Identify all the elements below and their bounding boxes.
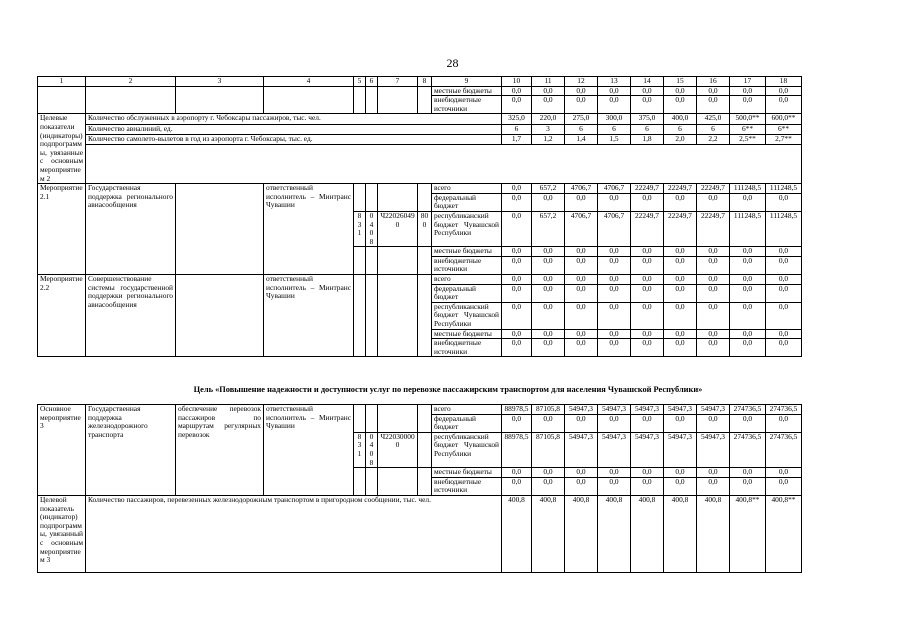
value-cell: 6	[697, 124, 730, 134]
goal-heading: Цель «Повышение надежности и доступности услуг по перевозке пассажирским транспортом для населения Чувашской Республики»	[193, 385, 703, 394]
value-cell: 0,0	[766, 477, 802, 495]
value-cell: 300,0	[598, 114, 631, 124]
value-cell: 0,0	[664, 86, 697, 96]
column-number: 17	[730, 77, 766, 87]
value-cell: 22249,7	[697, 184, 730, 194]
value-cell: 111248,5	[766, 184, 802, 194]
value-cell: 375,0	[631, 114, 664, 124]
value-cell: 0,0	[532, 302, 565, 329]
table-row	[38, 495, 802, 572]
value-cell: 0,0	[532, 477, 565, 495]
value-cell: 0,0	[766, 468, 802, 478]
value-cell: 0,0	[664, 96, 697, 114]
table-cell	[418, 432, 432, 467]
column-number: 6	[366, 77, 378, 87]
value-cell: 0,0	[697, 86, 730, 96]
table-cell	[418, 405, 432, 433]
code-csr: Ч220260490	[378, 211, 418, 246]
value-cell: 0,0	[565, 302, 598, 329]
value-cell: 0,0	[766, 275, 802, 285]
indicators-label: Целевые показатели (индикаторы) подпрограммы, увязанные с основным мероприятием 2	[38, 114, 86, 184]
table-row	[38, 145, 802, 184]
table-cell	[418, 468, 432, 496]
column-number: 10	[502, 77, 532, 87]
value-cell: 0,0	[598, 477, 631, 495]
value-cell: 400,8	[532, 495, 565, 572]
table-cell	[38, 86, 86, 114]
page-number: 28	[446, 56, 459, 70]
funding-source: всего	[432, 275, 502, 285]
value-cell: 22249,7	[664, 211, 697, 246]
funding-source: федеральный бюджет	[432, 284, 502, 302]
value-cell: 0,0	[502, 339, 532, 357]
value-cell: 0,0	[766, 284, 802, 302]
column-number: 9	[432, 77, 502, 87]
indicator-text: Количество авиалиний, ед.	[86, 124, 502, 134]
indicator-text: Количество самолето-вылетов в год из аэропорта г. Чебоксары, тыс. ед.	[86, 134, 502, 144]
value-cell: 111248,5	[730, 184, 766, 194]
table-cell	[354, 184, 366, 212]
value-cell: 6	[631, 124, 664, 134]
value-cell: 400,8	[565, 495, 598, 572]
main-measure-task: обеспечение перевозок пассажиров по маршрутам регулярных перевозок	[176, 405, 264, 496]
value-cell: 0,0	[697, 193, 730, 211]
value-cell: 275,0	[565, 114, 598, 124]
value-cell: 0,0	[730, 96, 766, 114]
value-cell: 22249,7	[631, 184, 664, 194]
value-cell: 0,0	[664, 275, 697, 285]
value-cell: 0,0	[766, 339, 802, 357]
value-cell: 0,0	[631, 329, 664, 339]
table-row	[38, 124, 802, 134]
funding-source: местные бюджеты	[432, 247, 502, 257]
value-cell: 1,4	[565, 134, 598, 144]
value-cell: 22249,7	[697, 211, 730, 246]
value-cell: 657,2	[532, 184, 565, 194]
table-cell	[366, 405, 378, 433]
value-cell: 0,0	[697, 96, 730, 114]
table-cell	[354, 468, 366, 496]
table-cell	[378, 405, 418, 433]
value-cell: 0,0	[502, 275, 532, 285]
main-measure-executor: ответственный исполнитель – Минтранс Чувашии	[264, 405, 354, 496]
column-number: 3	[176, 77, 264, 87]
funding-source: внебюджетные источники	[432, 256, 502, 274]
table-cell	[378, 468, 418, 496]
value-cell: 0,0	[766, 256, 802, 274]
main-measure-label: Основное мероприятие 3	[38, 405, 86, 496]
value-cell: 274736,5	[730, 432, 766, 467]
value-cell: 54947,3	[598, 405, 631, 415]
value-cell: 54947,3	[565, 405, 598, 415]
value-cell: 22249,7	[664, 184, 697, 194]
value-cell: 400,8**	[730, 495, 766, 572]
value-cell: 0,0	[730, 468, 766, 478]
value-cell: 0,0	[730, 329, 766, 339]
funding-source: республиканский бюджет Чувашской Республики	[432, 211, 502, 246]
value-cell: 0,0	[598, 302, 631, 329]
value-cell: 0,0	[631, 256, 664, 274]
code-rz: 04 08	[366, 432, 378, 467]
table-cell	[176, 86, 264, 114]
value-cell: 400,8	[697, 495, 730, 572]
table-cell	[418, 86, 432, 114]
value-cell: 0,0	[502, 86, 532, 96]
value-cell: 0,0	[502, 193, 532, 211]
funding-source: всего	[432, 184, 502, 194]
main-measure-name: Государственная поддержка железнодорожного транспорта	[86, 405, 176, 496]
value-cell: 0,0	[532, 96, 565, 114]
value-cell: 0,0	[664, 247, 697, 257]
measure-name: Государственная поддержка регионального авиасообщения	[86, 184, 176, 275]
value-cell: 0,0	[502, 414, 532, 432]
value-cell: 0,0	[565, 468, 598, 478]
value-cell: 111248,5	[730, 211, 766, 246]
column-number: 14	[631, 77, 664, 87]
value-cell: 0,0	[502, 477, 532, 495]
funding-source: федеральный бюджет	[432, 193, 502, 211]
code-grbs: 831	[354, 432, 366, 467]
value-cell: 0,0	[565, 275, 598, 285]
value-cell: 220,0	[532, 114, 565, 124]
column-number: 16	[697, 77, 730, 87]
table-row	[38, 134, 802, 144]
value-cell: 425,0	[697, 114, 730, 124]
value-cell: 54947,3	[598, 432, 631, 467]
funding-source: внебюджетные источники	[432, 477, 502, 495]
value-cell: 400,8**	[766, 495, 802, 572]
value-cell: 0,0	[664, 256, 697, 274]
table-cell	[176, 184, 264, 275]
value-cell: 0,0	[532, 256, 565, 274]
value-cell: 0,0	[697, 339, 730, 357]
value-cell: 0,0	[502, 302, 532, 329]
funding-source: республиканский бюджет Чувашской Республики	[432, 302, 502, 329]
table-cell	[378, 184, 418, 212]
funding-source: местные бюджеты	[432, 86, 502, 96]
value-cell: 0,0	[697, 275, 730, 285]
value-cell: 400,8	[631, 495, 664, 572]
value-cell: 0,0	[766, 86, 802, 96]
value-cell: 54947,3	[631, 432, 664, 467]
column-number: 13	[598, 77, 631, 87]
value-cell: 54947,3	[565, 432, 598, 467]
value-cell: 4706,7	[565, 184, 598, 194]
table-cell	[366, 86, 378, 114]
value-cell: 0,0	[697, 247, 730, 257]
value-cell: 0,0	[631, 339, 664, 357]
value-cell: 0,0	[697, 414, 730, 432]
value-cell: 1,2	[532, 134, 565, 144]
value-cell: 0,0	[664, 193, 697, 211]
code-rz: 04 08	[366, 211, 378, 246]
value-cell: 54947,3	[631, 405, 664, 415]
column-number: 1	[38, 77, 86, 87]
value-cell: 1,5	[598, 134, 631, 144]
measure-label: Мероприятие 2.1	[38, 184, 86, 275]
value-cell: 4706,7	[598, 184, 631, 194]
value-cell: 0,0	[598, 275, 631, 285]
column-number: 11	[532, 77, 565, 87]
value-cell: 0,0	[766, 302, 802, 329]
value-cell: 0,0	[598, 247, 631, 257]
value-cell: 0,0	[631, 284, 664, 302]
funding-source: внебюджетные источники	[432, 339, 502, 357]
value-cell: 54947,3	[697, 432, 730, 467]
measure-name: Совершенствование системы государственной поддержки регионального авиасообщения	[86, 275, 176, 357]
table-cell	[176, 275, 264, 357]
value-cell: 0,0	[502, 184, 532, 194]
code-grbs: 831	[354, 211, 366, 246]
value-cell: 0,0	[598, 284, 631, 302]
value-cell: 400,8	[664, 495, 697, 572]
value-cell: 0,0	[631, 414, 664, 432]
value-cell: 0,0	[730, 302, 766, 329]
value-cell: 2,0	[664, 134, 697, 144]
value-cell: 0,0	[532, 414, 565, 432]
value-cell: 1,7	[502, 134, 532, 144]
value-cell: 0,0	[565, 339, 598, 357]
value-cell: 0,0	[532, 275, 565, 285]
value-cell: 0,0	[565, 414, 598, 432]
value-cell: 0,0	[664, 339, 697, 357]
value-cell: 54947,3	[664, 432, 697, 467]
table-cell	[354, 275, 366, 357]
value-cell: 0,0	[502, 329, 532, 339]
value-cell: 0,0	[631, 302, 664, 329]
value-cell: 0,0	[697, 302, 730, 329]
value-cell: 0,0	[664, 414, 697, 432]
value-cell: 0,0	[532, 329, 565, 339]
value-cell: 0,0	[502, 256, 532, 274]
value-cell: 0,0	[631, 193, 664, 211]
value-cell: 4706,7	[598, 211, 631, 246]
value-cell: 0,0	[730, 284, 766, 302]
value-cell: 0,0	[631, 477, 664, 495]
table-cell	[366, 184, 378, 212]
indicator-label: Целевой показатель (индикатор) подпрограммы, увязанный с основным мероприятием 3	[38, 495, 86, 572]
table-cell	[354, 86, 366, 114]
value-cell: 0,0	[598, 468, 631, 478]
value-cell: 0,0	[502, 211, 532, 246]
value-cell: 88978,5	[502, 432, 532, 467]
value-cell: 2,2	[697, 134, 730, 144]
value-cell: 0,0	[697, 256, 730, 274]
value-cell: 0,0	[766, 96, 802, 114]
value-cell: 2,7**	[766, 134, 802, 144]
value-cell: 0,0	[502, 96, 532, 114]
value-cell: 0,0	[664, 302, 697, 329]
table-cell	[418, 275, 432, 357]
value-cell: 6	[664, 124, 697, 134]
code-csr: Ч220300000	[378, 432, 418, 467]
value-cell: 0,0	[697, 477, 730, 495]
table-cell	[264, 86, 354, 114]
value-cell: 274736,5	[766, 432, 802, 467]
table-row	[38, 184, 802, 194]
value-cell: 0,0	[502, 247, 532, 257]
table-cell	[418, 247, 432, 275]
funding-source: республиканский бюджет Чувашской Республики	[432, 432, 502, 467]
table-cell	[86, 145, 802, 184]
value-cell: 0,0	[730, 256, 766, 274]
value-cell: 0,0	[565, 86, 598, 96]
value-cell: 0,0	[631, 96, 664, 114]
measure-executor: ответственный исполнитель – Минтранс Чувашии	[264, 275, 354, 357]
value-cell: 0,0	[631, 86, 664, 96]
table-row	[38, 405, 802, 415]
funding-source: местные бюджеты	[432, 468, 502, 478]
value-cell: 0,0	[697, 284, 730, 302]
table-cell	[378, 86, 418, 114]
table-cell	[366, 247, 378, 275]
funding-source: федеральный бюджет	[432, 414, 502, 432]
value-cell: 0,0	[730, 275, 766, 285]
funding-source: местные бюджеты	[432, 329, 502, 339]
value-cell: 6**	[766, 124, 802, 134]
value-cell: 0,0	[766, 247, 802, 257]
value-cell: 0,0	[598, 329, 631, 339]
value-cell: 0,0	[598, 256, 631, 274]
value-cell: 0,0	[664, 477, 697, 495]
value-cell: 6	[565, 124, 598, 134]
value-cell: 657,2	[532, 211, 565, 246]
value-cell: 0,0	[532, 247, 565, 257]
column-number: 12	[565, 77, 598, 87]
value-cell: 87105,8	[532, 432, 565, 467]
value-cell: 0,0	[565, 96, 598, 114]
column-number: 18	[766, 77, 802, 87]
value-cell: 0,0	[565, 247, 598, 257]
measure-label: Мероприятие 2.2	[38, 275, 86, 357]
value-cell: 400,8	[502, 495, 532, 572]
indicator-text: Количество пассажиров, перевезенных железнодорожным транспортом в пригородном сообщении, тыс. чел.	[86, 495, 502, 572]
value-cell: 0,0	[532, 339, 565, 357]
value-cell: 0,0	[502, 468, 532, 478]
value-cell: 54947,3	[697, 405, 730, 415]
value-cell: 0,0	[565, 477, 598, 495]
value-cell: 2,5**	[730, 134, 766, 144]
table-cell	[418, 184, 432, 212]
column-number: 8	[418, 77, 432, 87]
value-cell: 0,0	[631, 275, 664, 285]
value-cell: 0,0	[532, 86, 565, 96]
value-cell: 0,0	[598, 339, 631, 357]
value-cell: 274736,5	[766, 405, 802, 415]
value-cell: 0,0	[664, 329, 697, 339]
value-cell: 0,0	[766, 193, 802, 211]
value-cell: 400,8	[598, 495, 631, 572]
value-cell: 0,0	[730, 193, 766, 211]
value-cell: 0,0	[730, 477, 766, 495]
column-number: 4	[264, 77, 354, 87]
value-cell: 6	[598, 124, 631, 134]
value-cell: 111248,5	[766, 211, 802, 246]
table-row	[38, 275, 802, 285]
funding-source: внебюджетные источники	[432, 96, 502, 114]
value-cell: 0,0	[532, 468, 565, 478]
value-cell: 325,0	[502, 114, 532, 124]
table-row	[38, 77, 802, 87]
program-table-part-1	[37, 76, 802, 357]
table-cell	[366, 468, 378, 496]
value-cell: 0,0	[631, 247, 664, 257]
value-cell: 0,0	[730, 339, 766, 357]
value-cell: 0,0	[730, 247, 766, 257]
value-cell: 0,0	[766, 414, 802, 432]
value-cell: 0,0	[532, 193, 565, 211]
value-cell: 0,0	[730, 414, 766, 432]
measure-executor: ответственный исполнитель – Минтранс Чувашии	[264, 184, 354, 275]
value-cell: 6**	[730, 124, 766, 134]
value-cell: 0,0	[502, 284, 532, 302]
column-number: 7	[378, 77, 418, 87]
value-cell: 6	[502, 124, 532, 134]
value-cell: 22249,7	[631, 211, 664, 246]
value-cell: 274736,5	[730, 405, 766, 415]
value-cell: 0,0	[598, 86, 631, 96]
value-cell: 54947,3	[664, 405, 697, 415]
table-cell	[378, 275, 418, 357]
value-cell: 0,0	[532, 284, 565, 302]
table-row	[38, 86, 802, 96]
table-cell	[366, 275, 378, 357]
indicator-text: Количество обслуженных в аэропорту г. Чебоксары пассажиров, тыс. чел.	[86, 114, 502, 124]
value-cell: 400,0	[664, 114, 697, 124]
value-cell: 0,0	[565, 256, 598, 274]
value-cell: 0,0	[565, 193, 598, 211]
value-cell: 0,0	[664, 468, 697, 478]
value-cell: 1,8	[631, 134, 664, 144]
value-cell: 0,0	[598, 193, 631, 211]
value-cell: 500,0**	[730, 114, 766, 124]
column-number: 5	[354, 77, 366, 87]
value-cell: 0,0	[631, 468, 664, 478]
value-cell: 0,0	[697, 329, 730, 339]
table-cell	[86, 86, 176, 114]
table-row	[38, 114, 802, 124]
value-cell: 4706,7	[565, 211, 598, 246]
column-number: 15	[664, 77, 697, 87]
value-cell: 87105,8	[532, 405, 565, 415]
table-cell	[378, 247, 418, 275]
value-cell: 0,0	[565, 284, 598, 302]
code-vr: 800	[418, 211, 432, 246]
value-cell: 0,0	[697, 468, 730, 478]
value-cell: 600,0**	[766, 114, 802, 124]
value-cell: 0,0	[664, 284, 697, 302]
value-cell: 0,0	[766, 329, 802, 339]
column-number: 2	[86, 77, 176, 87]
table-cell	[354, 405, 366, 433]
value-cell: 0,0	[598, 414, 631, 432]
value-cell: 0,0	[565, 329, 598, 339]
program-table-part-2	[37, 404, 802, 573]
value-cell: 0,0	[730, 86, 766, 96]
value-cell: 3	[532, 124, 565, 134]
value-cell: 88978,5	[502, 405, 532, 415]
funding-source: всего	[432, 405, 502, 415]
value-cell: 0,0	[598, 96, 631, 114]
table-cell	[354, 247, 366, 275]
